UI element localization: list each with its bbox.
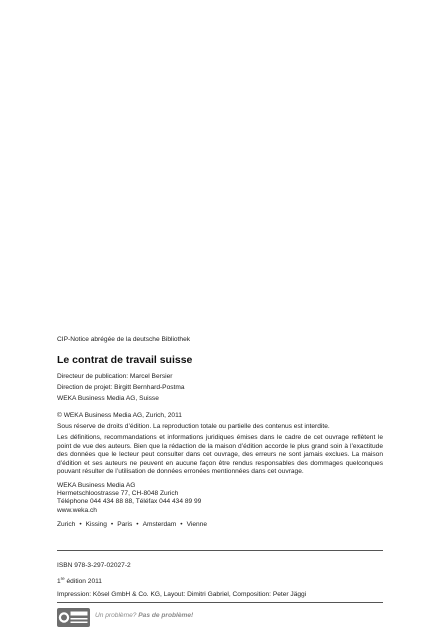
city-separator: • xyxy=(110,520,114,528)
tagline-question: Un problème? xyxy=(95,612,137,619)
isbn: ISBN 978-3-297-02027-2 xyxy=(57,562,131,569)
city-separator: • xyxy=(180,520,183,528)
city-separator: • xyxy=(79,520,82,528)
copyright-line: © WEKA Business Media AG, Zurich, 2011 xyxy=(57,411,182,419)
address-web: www.weka.ch xyxy=(57,506,97,514)
book-title: Le contrat de travail suisse xyxy=(57,354,193,366)
edition-number: 1 xyxy=(57,578,61,585)
footer xyxy=(57,608,383,628)
legal-disclaimer: Les définitions, recommandations et informations juridiques émises dans le cadre de cet ouvrage reflètent le point de vue des auteurs. Bien que la rédaction de la maison d’édition accorde le plus grand soin à l’exactitude des données que le lecteur peut consulter dans cet ouvrage, des erreurs ne sont jamais exclues. La maison d’édition et ses auteurs ne peuvent en aucune façon être rendus responsables des dommages quelconques pouvant résulter de l’utilisation de données erronées mentionnées dans cet ouvrage. xyxy=(57,434,383,476)
edition xyxy=(57,575,383,586)
divider-bottom xyxy=(57,602,383,603)
director-credit: Directeur de publication: Marcel Bersier xyxy=(57,373,173,380)
publisher-credit: WEKA Business Media AG, Suisse xyxy=(57,395,159,403)
city: Zurich xyxy=(57,520,76,528)
impression-credits: Impression: Kösel GmbH & Co. KG, Layout: Dimitri Gabriel, Composition: Peter Jäggi xyxy=(57,591,307,598)
city: Vienne xyxy=(186,520,208,528)
tagline xyxy=(95,612,193,619)
city-separator: • xyxy=(136,520,139,528)
divider-top xyxy=(57,550,383,551)
tagline-answer: Pas de problème! xyxy=(138,612,194,619)
edition-suffix: re xyxy=(60,576,65,581)
imprint-main xyxy=(57,336,383,535)
city: Kissing xyxy=(85,520,107,528)
address-phone: Téléphone 044 434 88 88, Téléfax 044 434 89 99 xyxy=(57,498,202,506)
edition-label: édition 2011 xyxy=(64,578,102,585)
print-details xyxy=(57,562,383,604)
publisher-logo-icon xyxy=(57,608,90,627)
address-company: WEKA Business Media AG xyxy=(57,481,136,489)
rights-notice: Sous réserve de droits d’édition. La reproduction totale ou partielle des contenus est interdite. xyxy=(57,422,330,430)
project-credit: Direction de projet: Birgitt Bernhard-Postma xyxy=(57,384,185,392)
city: Amsterdam xyxy=(142,520,177,528)
publisher-address xyxy=(57,482,383,515)
cip-notice: CIP-Notice abrégée de la deutsche Bibliothek xyxy=(57,336,191,343)
office-cities xyxy=(57,521,383,529)
city: Paris xyxy=(117,520,133,528)
address-street: Hermetschloostrasse 77, CH-8048 Zurich xyxy=(57,490,179,498)
